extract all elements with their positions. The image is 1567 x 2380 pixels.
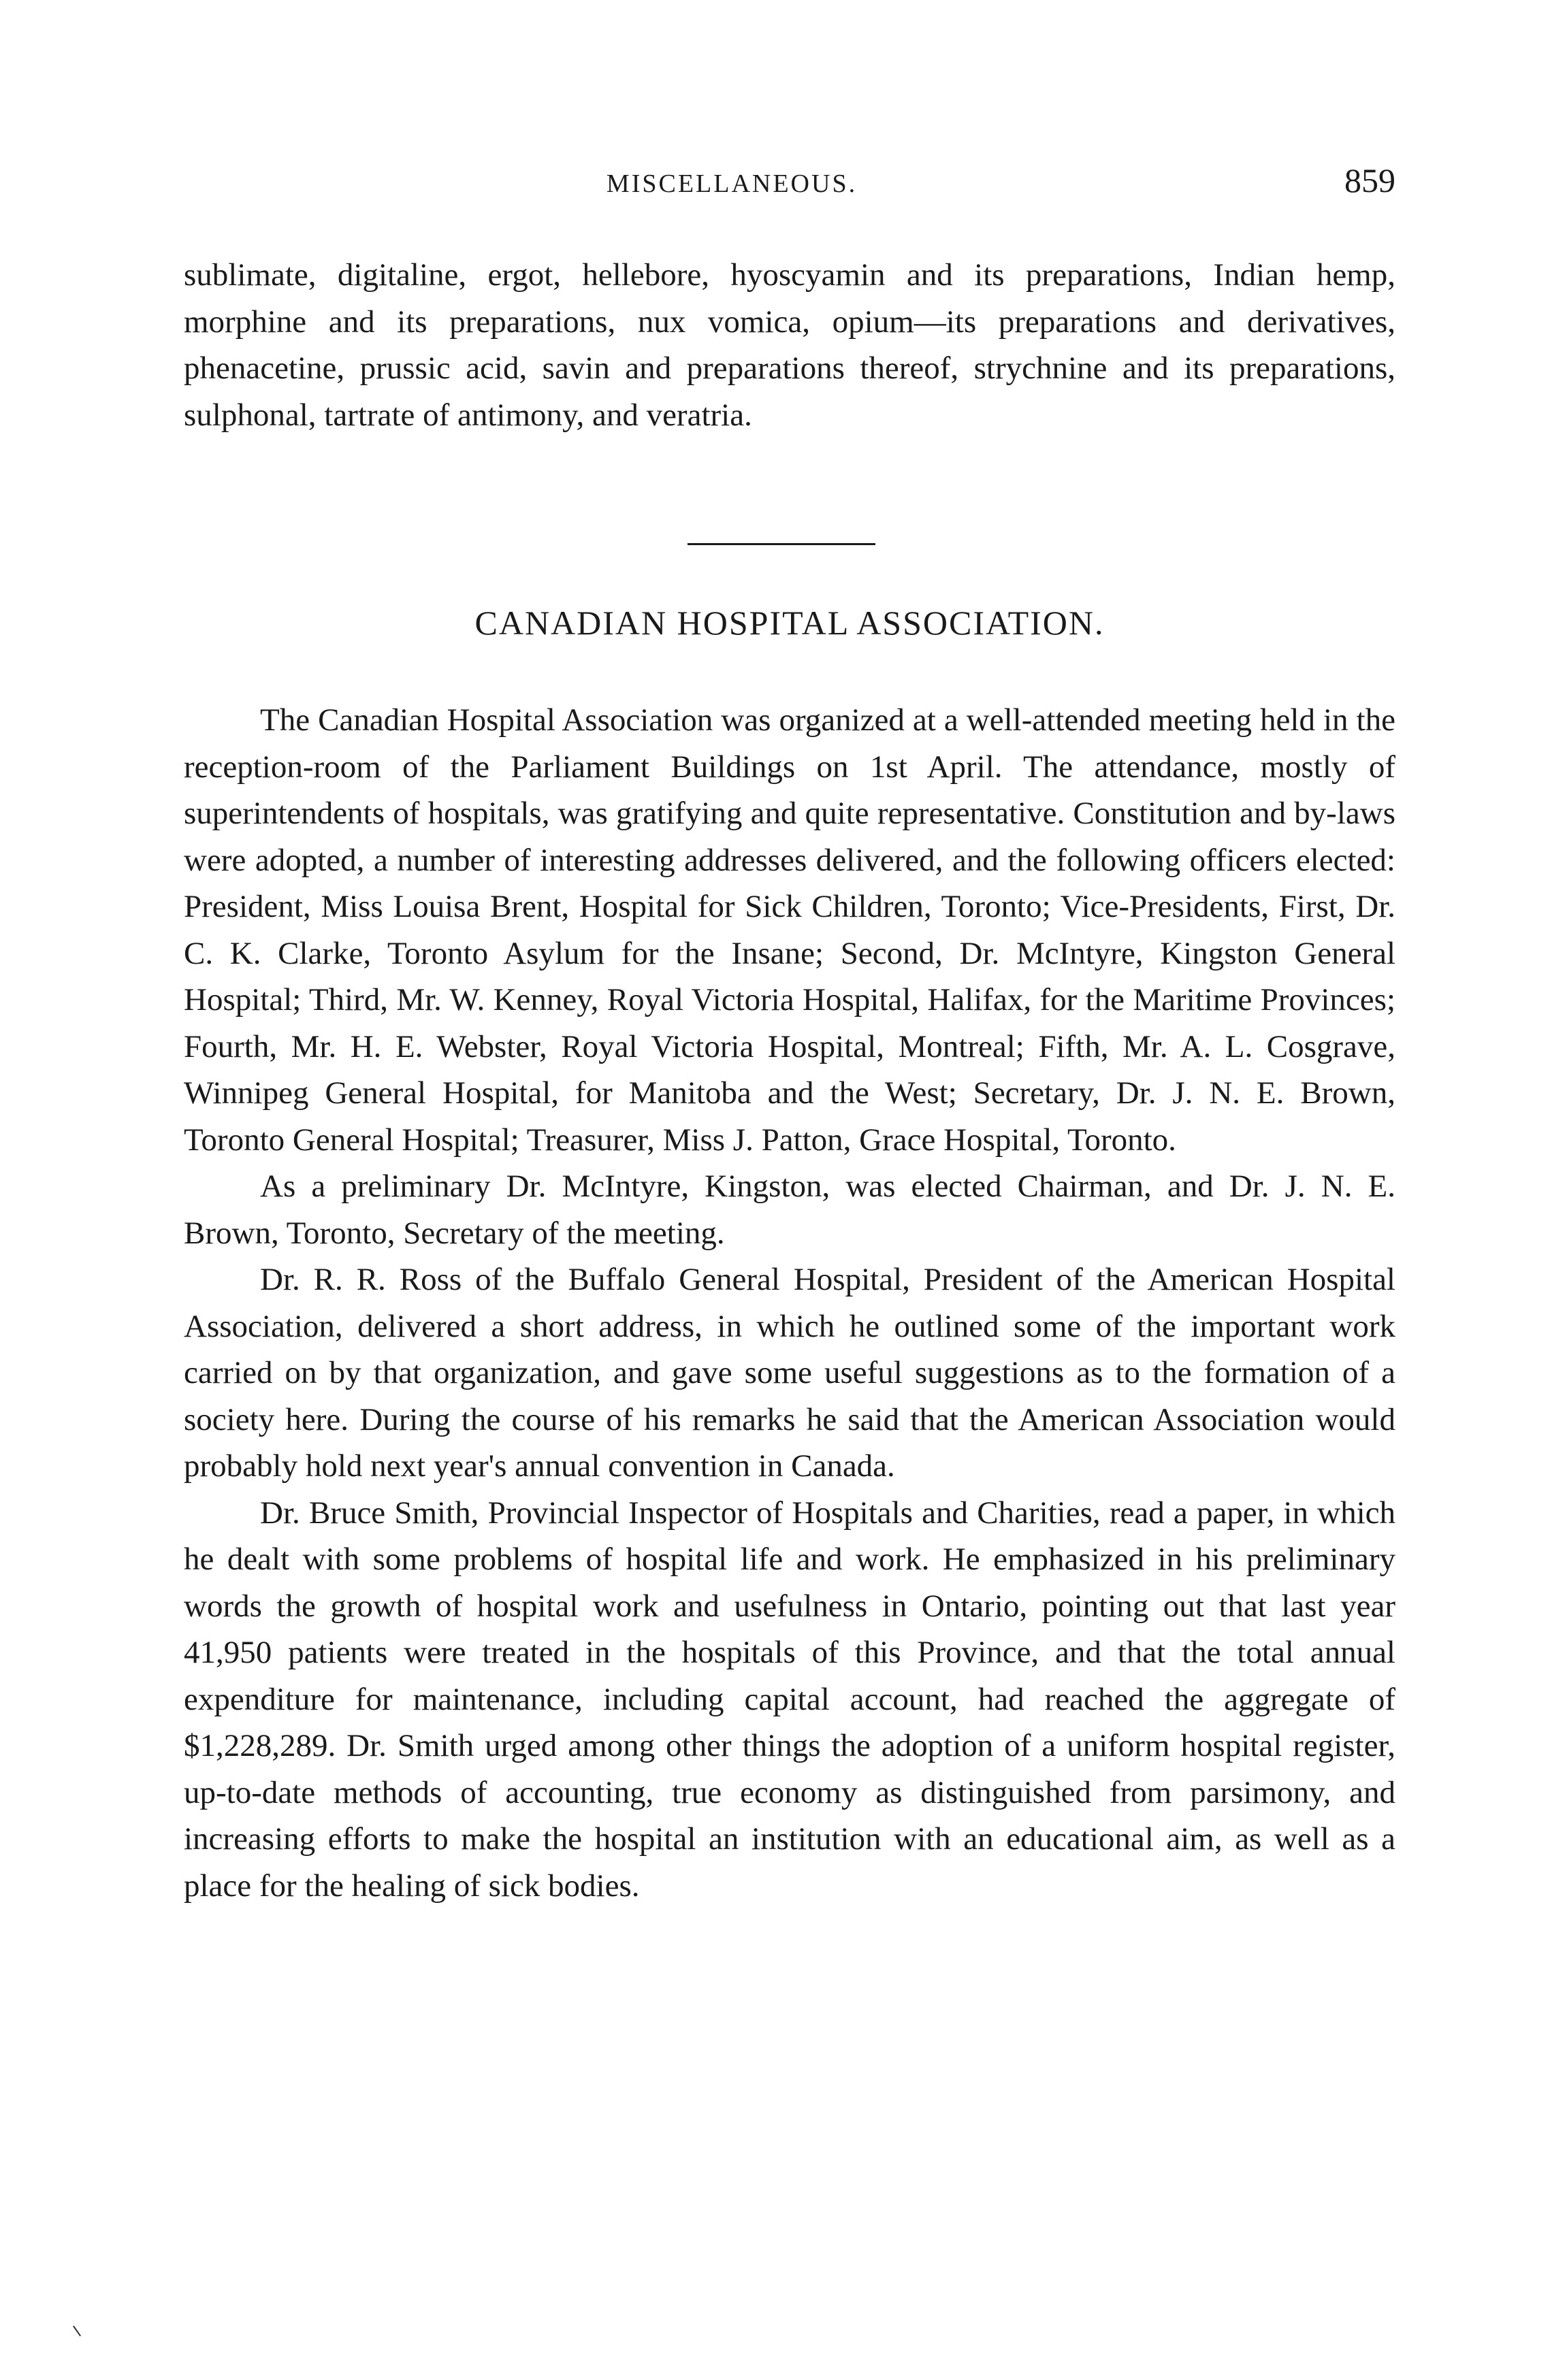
document-page [184, 0, 1395, 2380]
article-paragraph: Dr. R. R. Ross of the Buffalo General Hospital, President of the American Hospital Association, delivered a short address, in which he outlined some of the important work carried on by that organization, and gave some useful suggestions as to the formation of a society here. During the course of his remarks he said that the American Association would probably hold next year's annual convention in Canada. [184, 1262, 1395, 1484]
section-heading: CANADIAN HOSPITAL ASSOCIATION. [474, 604, 1105, 642]
article-paragraph: As a preliminary Dr. McIntyre, Kingston, was elected Chairman, and Dr. J. N. E. Brown, Toronto, Secretary of the meeting. [184, 1169, 1395, 1251]
running-head-title: MISCELLANEOUS. [606, 169, 858, 198]
article-paragraph: The Canadian Hospital Association was organized at a well-attended meeting held in the reception-room of the Parliament Buildings on 1st April. The attendance, mostly of superintendents of hospitals, was gratifying and quite representative. Constitution and by-laws were adopted, a number of interesting addresses delivered, and the following officers elected: President, Miss Louisa Brent, Hospital for Sick Children, Toronto; Vice-Presidents, First, Dr. C. K. Clarke, Toronto Asylum for the Insane; Second, Dr. McIntyre, Kingston General Hospital; Third, Mr. W. Kenney, Royal Victoria Hospital, Halifax, for the Maritime Provinces; Fourth, Mr. H. E. Webster, Royal Victoria Hospital, Montreal; Fifth, Mr. A. L. Cosgrave, Winnipeg General Hospital, for Manitoba and the West; Secretary, Dr. J. N. E. Brown, Toronto General Hospital; Treasurer, Miss J. Patton, Grace Hospital, Toronto. [184, 702, 1395, 1158]
running-head [184, 161, 1395, 208]
article-paragraph: Dr. Bruce Smith, Provincial Inspector of Hospitals and Charities, read a paper, in which he dealt with some problems of hospital life and work. He emphasized in his preliminary words the growth of hospital work and usefulness in Ontario, pointing out that last year 41,950 patients were treated in the hospitals of this Province, and that the total annual expenditure for maintenance, including capital account, had reached the aggregate of $1,228,289. Dr. Smith urged among other things the adoption of a uniform hospital register, up-to-date methods of accounting, true economy as distinguished from parsimony, and increasing efforts to make the hospital an institution with an educational aim, as well as a place for the healing of sick bodies. [184, 1495, 1395, 1904]
section-divider-rule [688, 543, 875, 545]
stray-ink-mark [73, 2326, 81, 2336]
intro-text-block [184, 252, 1395, 438]
article-body [184, 697, 1395, 1909]
intro-paragraph: sublimate, digitaline, ergot, hellebore, hyoscyamin and its preparations, Indian hemp, morphine and its preparations, nux vomica, opium—its preparations and derivatives, phenacetine, prussic acid, savin and preparations thereof, strychnine and its preparations, sulphonal, tartrate of antimony, and veratria. [184, 257, 1395, 433]
page-number: 859 [1344, 161, 1395, 199]
